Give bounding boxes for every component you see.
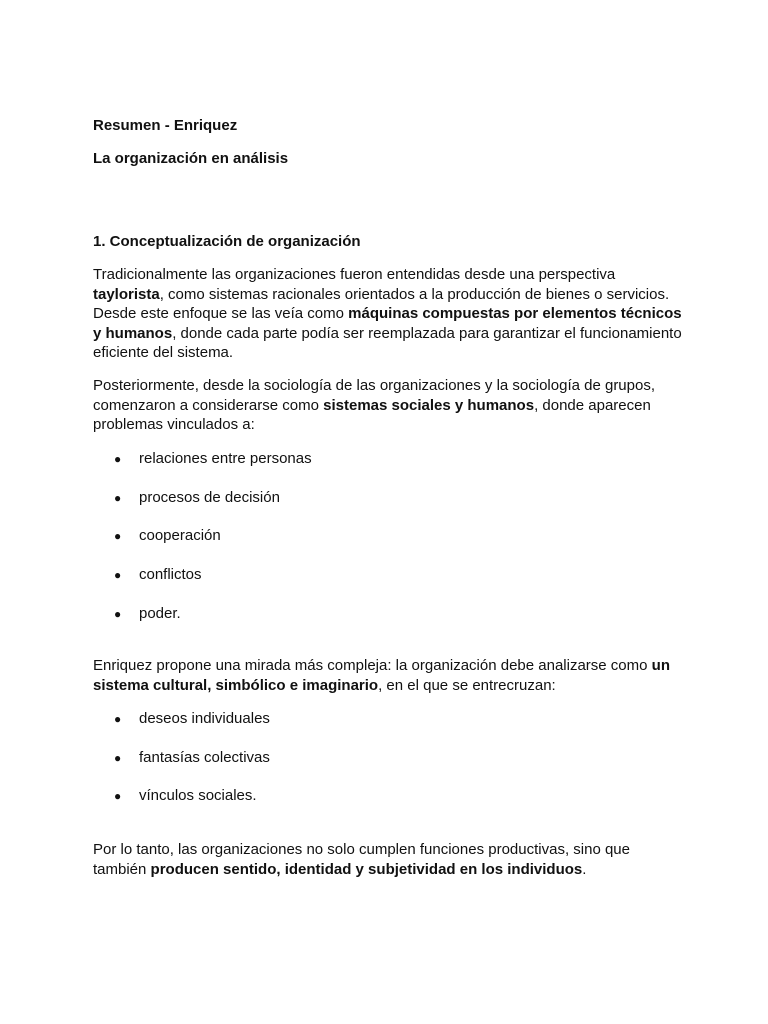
paragraph-text: Tradicionalmente las organizaciones fueron entendidas desde una perspectiva bbox=[93, 266, 616, 283]
paragraph-tradicionalmente bbox=[93, 265, 683, 363]
list-item bbox=[93, 709, 683, 729]
paragraph-posteriormente bbox=[93, 376, 683, 435]
bold-term: taylorista bbox=[93, 285, 160, 303]
paragraph-enriquez bbox=[93, 656, 683, 695]
bullet-icon: ● bbox=[114, 452, 122, 466]
paragraph-text: , como sistemas racionales orientados a la producción de bienes o servicios. Desde este enfoque se las veía como bbox=[93, 285, 670, 322]
list-item-text: cooperación bbox=[139, 527, 221, 545]
list-item bbox=[93, 488, 683, 508]
paragraph-text: , donde cada parte podía ser reemplazada para garantizar el funcionamiento eficiente del sistema. bbox=[93, 324, 682, 361]
paragraph-text: Enriquez propone una mirada más compleja: la organización debe analizarse como bbox=[93, 657, 652, 674]
list-item bbox=[93, 604, 683, 624]
list-item bbox=[93, 449, 683, 469]
bullet-icon: ● bbox=[114, 606, 122, 621]
entrecruzan-list bbox=[93, 709, 683, 825]
section-heading: 1. Conceptualización de organización bbox=[93, 233, 361, 250]
bullet-icon: ● bbox=[114, 490, 122, 505]
paragraph-text: Por lo tanto, las organizaciones no solo cumplen funciones productivas, sino que también bbox=[93, 841, 630, 878]
bullet-icon: ● bbox=[114, 568, 122, 583]
list-item-text: vínculos sociales. bbox=[139, 787, 257, 805]
bold-term: sistemas sociales y humanos bbox=[323, 396, 535, 414]
list-item-text: procesos de decisión bbox=[139, 488, 280, 506]
list-item-text: relaciones entre personas bbox=[139, 450, 312, 467]
bullet-icon: ● bbox=[114, 789, 122, 804]
list-item bbox=[93, 526, 683, 546]
paragraph-text: . bbox=[582, 860, 587, 878]
list-item bbox=[93, 748, 683, 768]
bullet-icon: ● bbox=[114, 529, 122, 544]
list-item bbox=[93, 565, 683, 585]
paragraph-text: , donde aparecen problemas vinculados a: bbox=[93, 396, 651, 433]
paragraph-text: Posteriormente, desde la sociología de las organizaciones y la sociología de grupos, comenzaron a considerarse como bbox=[93, 377, 656, 414]
list-item-text: fantasías colectivas bbox=[139, 748, 270, 766]
bullet-icon: ● bbox=[114, 750, 122, 765]
paragraph-conclusion bbox=[93, 840, 683, 879]
list-item-text: conflictos bbox=[139, 566, 202, 584]
bold-term: producen sentido, identidad y subjetividad en los individuos bbox=[150, 860, 583, 878]
bold-term: un sistema cultural, simbólico e imaginario bbox=[93, 657, 670, 694]
list-item-text: deseos individuales bbox=[139, 710, 270, 727]
bold-term: máquinas compuestas por elementos técnicos y humanos bbox=[93, 305, 682, 342]
problems-list bbox=[93, 449, 683, 642]
paragraph-text: , en el que se entrecruzan: bbox=[378, 676, 556, 694]
list-item-text: poder. bbox=[139, 604, 181, 622]
bullet-icon: ● bbox=[114, 712, 122, 726]
list-item bbox=[93, 786, 683, 806]
document-title: Resumen - Enriquez bbox=[93, 117, 238, 134]
document-subtitle: La organización en análisis bbox=[93, 150, 289, 167]
